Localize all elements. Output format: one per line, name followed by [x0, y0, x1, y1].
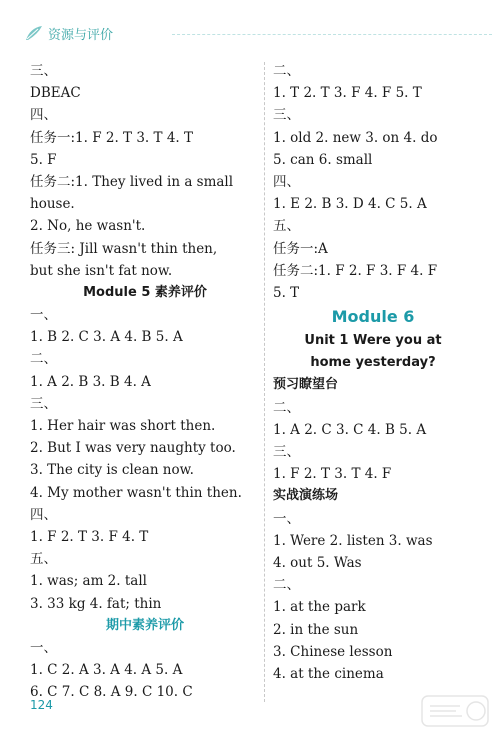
answer-line: 5. can 6. small: [273, 151, 373, 168]
answer-line: 二、: [273, 63, 300, 79]
page-number: 124: [30, 698, 53, 712]
answer-line: 五、: [273, 218, 300, 235]
watermark-stamp-icon: [420, 694, 490, 728]
answer-line: 1. A 2. B 3. B 4. A: [30, 373, 151, 390]
section-heading: home yesterday?: [310, 355, 436, 371]
answer-line: 任务三: Jill wasn't thin then,: [30, 240, 218, 257]
header-rule: [172, 34, 492, 35]
right-column: [273, 60, 473, 685]
section-heading: Unit 1 Were you at: [304, 333, 442, 349]
answer-line: 四、: [273, 173, 300, 190]
answer-line: 三、: [30, 63, 57, 79]
leaf-logo-icon: [24, 24, 46, 42]
answer-line: 1. at the park: [273, 599, 366, 616]
answer-line: house.: [30, 196, 75, 213]
answer-line: 1. E 2. B 3. D 4. C 5. A: [273, 196, 427, 213]
answer-line: 1. C 2. A 3. A 4. A 5. A: [30, 662, 183, 679]
answer-line: 5. T: [273, 284, 300, 301]
answer-line: 任务一:A: [273, 240, 328, 257]
answer-line: 1. old 2. new 3. on 4. do: [273, 129, 438, 146]
answer-line: 1. B 2. C 3. A 4. B 5. A: [30, 329, 183, 346]
section-heading: Module 5 素养评价: [83, 284, 207, 300]
answer-line: 5. F: [30, 151, 57, 168]
answer-line: 2. But I was very naughty too.: [30, 440, 236, 457]
answer-line: 1. was; am 2. tall: [30, 573, 147, 590]
page-header: [24, 22, 484, 44]
answer-line: 2. in the sun: [273, 621, 359, 638]
answer-line: 二、: [273, 577, 300, 594]
answer-line: 三、: [30, 395, 57, 412]
answer-line: 二、: [273, 399, 300, 416]
answer-line: DBEAC: [30, 85, 81, 102]
left-column: [30, 60, 260, 703]
answer-line: 1. Were 2. listen 3. was: [273, 532, 433, 549]
answer-line: 1. T 2. T 3. F 4. F 5. T: [273, 85, 422, 102]
answer-line: 3. Chinese lesson: [273, 643, 393, 660]
subsection-heading: 预习瞭望台: [273, 377, 339, 393]
module-heading: Module 6: [331, 307, 415, 327]
answer-line: 1. F 2. T 3. T 4. F: [273, 466, 392, 483]
subsection-heading: 实战演练场: [273, 488, 339, 504]
column-divider: [264, 62, 265, 702]
answer-line: 三、: [273, 107, 300, 124]
answer-line: 3. The city is clean now.: [30, 462, 194, 479]
answer-line: but she isn't fat now.: [30, 262, 173, 279]
answer-line: 一、: [30, 307, 57, 324]
answer-line: 1. A 2. C 3. C 4. B 5. A: [273, 421, 427, 438]
answer-line: 1. F 2. T 3. F 4. T: [30, 528, 149, 545]
answer-line: 任务二:1. F 2. F 3. F 4. F: [273, 262, 438, 279]
answer-line: 3. 33 kg 4. fat; thin: [30, 595, 162, 612]
answer-line: 一、: [273, 510, 300, 527]
answer-line: 任务二:1. They lived in a small: [30, 173, 234, 190]
answer-line: 1. Her hair was short then.: [30, 418, 216, 434]
answer-line: 任务一:1. F 2. T 3. T 4. T: [30, 129, 193, 146]
answer-line: 一、: [30, 639, 57, 656]
header-title: 资源与评价: [48, 28, 114, 43]
answer-line: 三、: [273, 444, 300, 460]
answer-line: 2. No, he wasn't.: [30, 218, 146, 235]
answer-line: 6. C 7. C 8. A 9. C 10. C: [30, 684, 193, 701]
answer-line: 五、: [30, 551, 57, 568]
answer-line: 四、: [30, 506, 57, 523]
answer-line: 4. out 5. Was: [273, 554, 362, 571]
section-heading: 期中素养评价: [105, 617, 184, 633]
answer-line: 4. at the cinema: [273, 665, 384, 682]
answer-line: 二、: [30, 351, 57, 368]
answer-line: 四、: [30, 107, 57, 124]
answer-line: 4. My mother wasn't thin then.: [30, 484, 242, 501]
